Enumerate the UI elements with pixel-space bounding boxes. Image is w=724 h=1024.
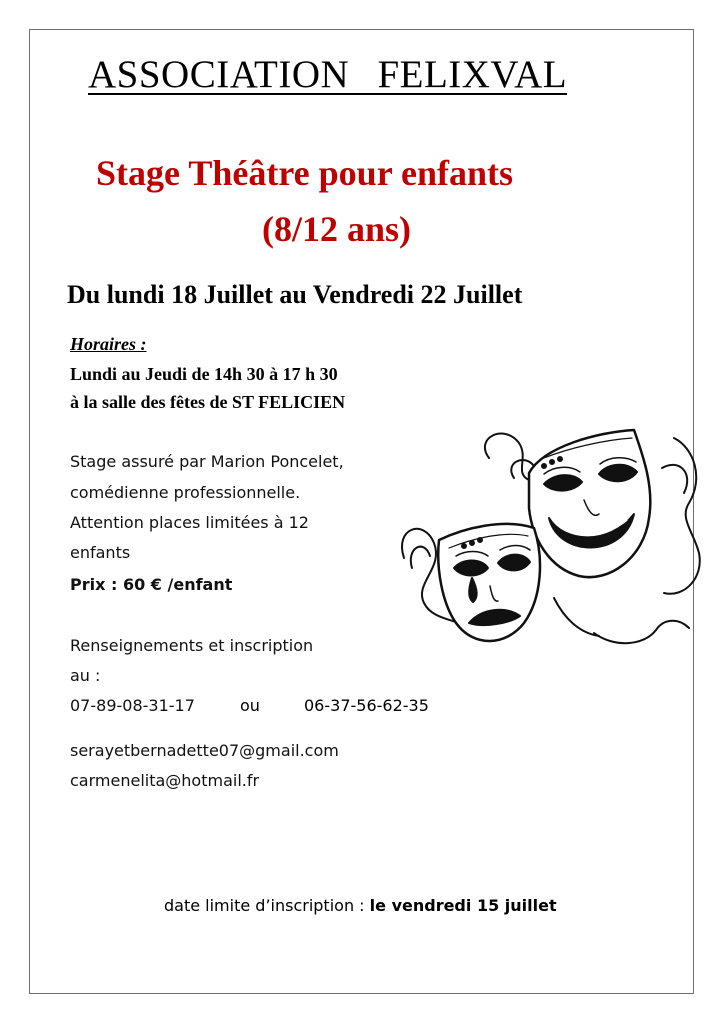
contact-line-2: au : <box>70 666 101 685</box>
phone-separator: ou <box>240 696 260 715</box>
instructor-line-2: comédienne professionnelle. <box>70 483 301 502</box>
organization-title: ASSOCIATION FELIXVAL <box>88 53 568 96</box>
schedule-times: Lundi au Jeudi de 14h 30 à 17 h 30 <box>70 364 338 384</box>
contact-line-1: Renseignements et inscription <box>70 636 314 655</box>
schedule-location: à la salle des fêtes de ST FELICIEN <box>70 392 346 412</box>
deadline-date: le vendredi 15 juillet <box>369 896 557 915</box>
limit-line-1: Attention places limitées à 12 <box>70 513 309 532</box>
theatre-masks-icon <box>394 418 706 668</box>
stage-title: Stage Théâtre pour enfants <box>96 153 514 193</box>
deadline-label: date limite d’inscription : <box>164 896 365 915</box>
limit-line-2: enfants <box>70 543 131 562</box>
phone-number-1: 07-89-08-31-17 <box>70 696 195 715</box>
stage-dates: Du lundi 18 Juillet au Vendredi 22 Juillet <box>67 280 523 309</box>
deadline <box>164 896 557 915</box>
price: Prix : 60 € /enfant <box>70 575 233 594</box>
instructor-line-1: Stage assuré par Marion Poncelet, <box>70 452 344 471</box>
email-2: carmenelita@hotmail.fr <box>70 771 260 790</box>
phone-number-2: 06-37-56-62-35 <box>304 696 429 715</box>
email-1: serayetbernadette07@gmail.com <box>70 741 339 760</box>
schedule-heading: Horaires : <box>70 334 147 354</box>
age-range: (8/12 ans) <box>262 209 412 249</box>
